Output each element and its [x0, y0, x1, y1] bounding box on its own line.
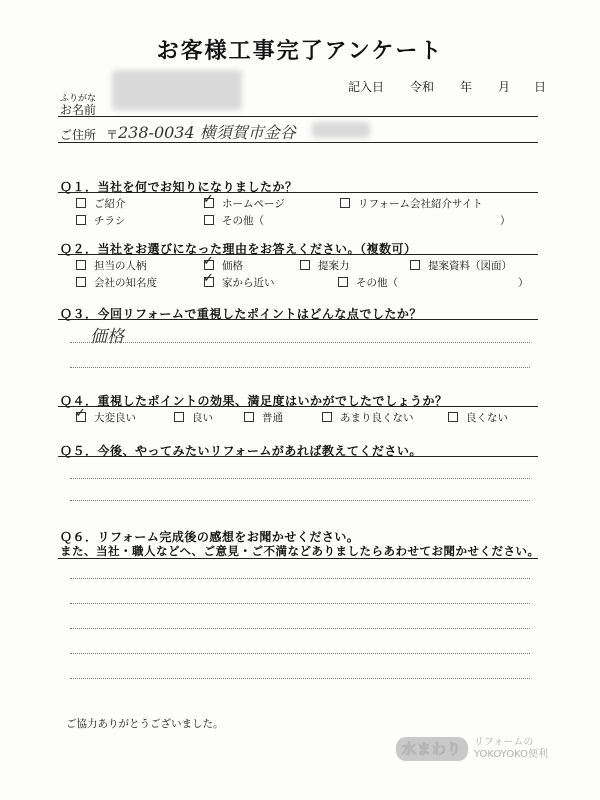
q4-option-bad[interactable]: 良くない [448, 410, 508, 425]
redacted-name [112, 70, 242, 110]
checkbox[interactable] [76, 277, 86, 287]
q6-answer-line [70, 653, 530, 654]
q6-answer-line [70, 678, 530, 679]
q5-rule [58, 456, 538, 457]
q2-rule [58, 254, 538, 255]
month-label: 月 [498, 80, 511, 94]
q5-answer-line [70, 478, 530, 479]
q2-option-drawings[interactable]: 提案資料（図面） [410, 258, 512, 273]
q1-option-flyer[interactable]: チラシ [76, 213, 126, 228]
check-mark-icon: ✓ [203, 271, 214, 286]
q2-question: Ｑ２．当社をお選びになった理由をお答えください。（複数可） [60, 242, 417, 256]
address-line [58, 142, 538, 143]
checkbox[interactable] [410, 260, 420, 270]
logo-caption: リフォームの YOKOYOKO便利 [473, 737, 548, 760]
q4-option-good[interactable]: 良い [174, 410, 213, 425]
q1-option-other[interactable]: その他（ [204, 213, 264, 228]
q3-question: Ｑ３．今回リフォームで重視したポイントはどんな点でしたか？ [60, 307, 422, 321]
q2-option-reputation[interactable]: 会社の知名度 [76, 275, 157, 290]
logo-mark: 水まわり [396, 737, 468, 761]
q2-option-proposal[interactable]: 提案力 [300, 258, 350, 273]
q1-rule [58, 192, 538, 193]
q2-option-price[interactable]: ✓ 価格 [203, 254, 243, 272]
furigana-label: ふりがな [60, 94, 97, 104]
q1-question: Ｑ１．当社を何でお知りになりましたか？ [60, 180, 298, 194]
checkbox-checked[interactable] [203, 271, 214, 287]
q4-question: Ｑ４．重視したポイントの効果、満足度はいかがでしたでしょうか？ [60, 394, 448, 408]
checkbox[interactable] [340, 198, 350, 208]
q6-question-line1: Ｑ６．リフォーム完成後の感想をお聞かせください。 [60, 530, 360, 544]
checkbox-checked[interactable] [203, 192, 214, 208]
q6-answer-line [70, 578, 530, 579]
name-label: お名前 [60, 103, 97, 117]
day-label: 日 [534, 80, 547, 94]
q3-answer-line [70, 342, 530, 343]
year-label: 年 [460, 80, 473, 94]
thanks-text: ご協力ありがとうございました。 [66, 718, 224, 730]
q5-answer-line [70, 500, 530, 501]
q3-answer-line [70, 367, 530, 368]
checkbox[interactable] [76, 198, 86, 208]
q1-option-referral-site[interactable]: リフォーム会社紹介サイト [340, 196, 483, 211]
checkbox[interactable] [322, 412, 332, 422]
q6-rule [58, 558, 538, 559]
address-label: ご住所 [60, 128, 97, 142]
q1-option-homepage[interactable]: ✓ ホームページ [203, 192, 285, 210]
checkbox-checked[interactable] [203, 254, 214, 270]
company-logo [396, 737, 548, 761]
checkbox[interactable] [338, 277, 348, 287]
q1-close-paren: ） [500, 215, 511, 227]
checkbox[interactable] [174, 412, 184, 422]
check-mark-icon: ✓ [75, 406, 86, 421]
date-label: 記入日 [348, 80, 385, 94]
address-handwritten: 238-0034 横須賀市金谷 [118, 123, 296, 142]
checkbox[interactable] [244, 412, 254, 422]
q3-rule [58, 319, 538, 320]
checkbox[interactable] [204, 215, 214, 225]
q4-rule [58, 406, 538, 407]
survey-title: お客様工事完了アンケート [156, 39, 444, 64]
q1-option-referral[interactable]: ご紹介 [76, 196, 126, 211]
check-mark-icon: ✓ [203, 254, 214, 269]
q6-answer-line [70, 628, 530, 629]
q2-option-nearby[interactable]: ✓ 家から近い [203, 271, 275, 289]
q5-question: Ｑ５．今後、やってみたいリフォームがあれば教えてください。 [60, 444, 422, 458]
q2-close-paren: ） [518, 277, 529, 289]
q2-option-other[interactable]: その他（ [338, 275, 398, 290]
checkbox[interactable] [300, 260, 310, 270]
q6-answer-line [70, 603, 530, 604]
checkbox[interactable] [448, 412, 458, 422]
q4-option-very-good[interactable]: ✓ 大変良い [75, 406, 136, 424]
q4-option-average[interactable]: 普通 [244, 410, 283, 425]
checkbox-checked[interactable] [75, 406, 86, 422]
name-line [58, 116, 538, 117]
q2-option-staff[interactable]: 担当の人柄 [76, 258, 147, 273]
q4-option-not-so-good[interactable]: あまり良くない [322, 410, 414, 425]
q6-question-line2: また、当社・職人などへ、ご意見・ご不満などありましたらあわせてお聞かせください。 [60, 544, 540, 558]
redacted-address [312, 122, 370, 138]
postal-mark: 〒 [106, 128, 119, 142]
checkbox[interactable] [76, 260, 86, 270]
era-label: 令和 [410, 80, 435, 94]
q3-answer-handwritten: 価格 [90, 327, 124, 347]
checkbox[interactable] [76, 215, 86, 225]
check-mark-icon: ✓ [203, 192, 214, 207]
